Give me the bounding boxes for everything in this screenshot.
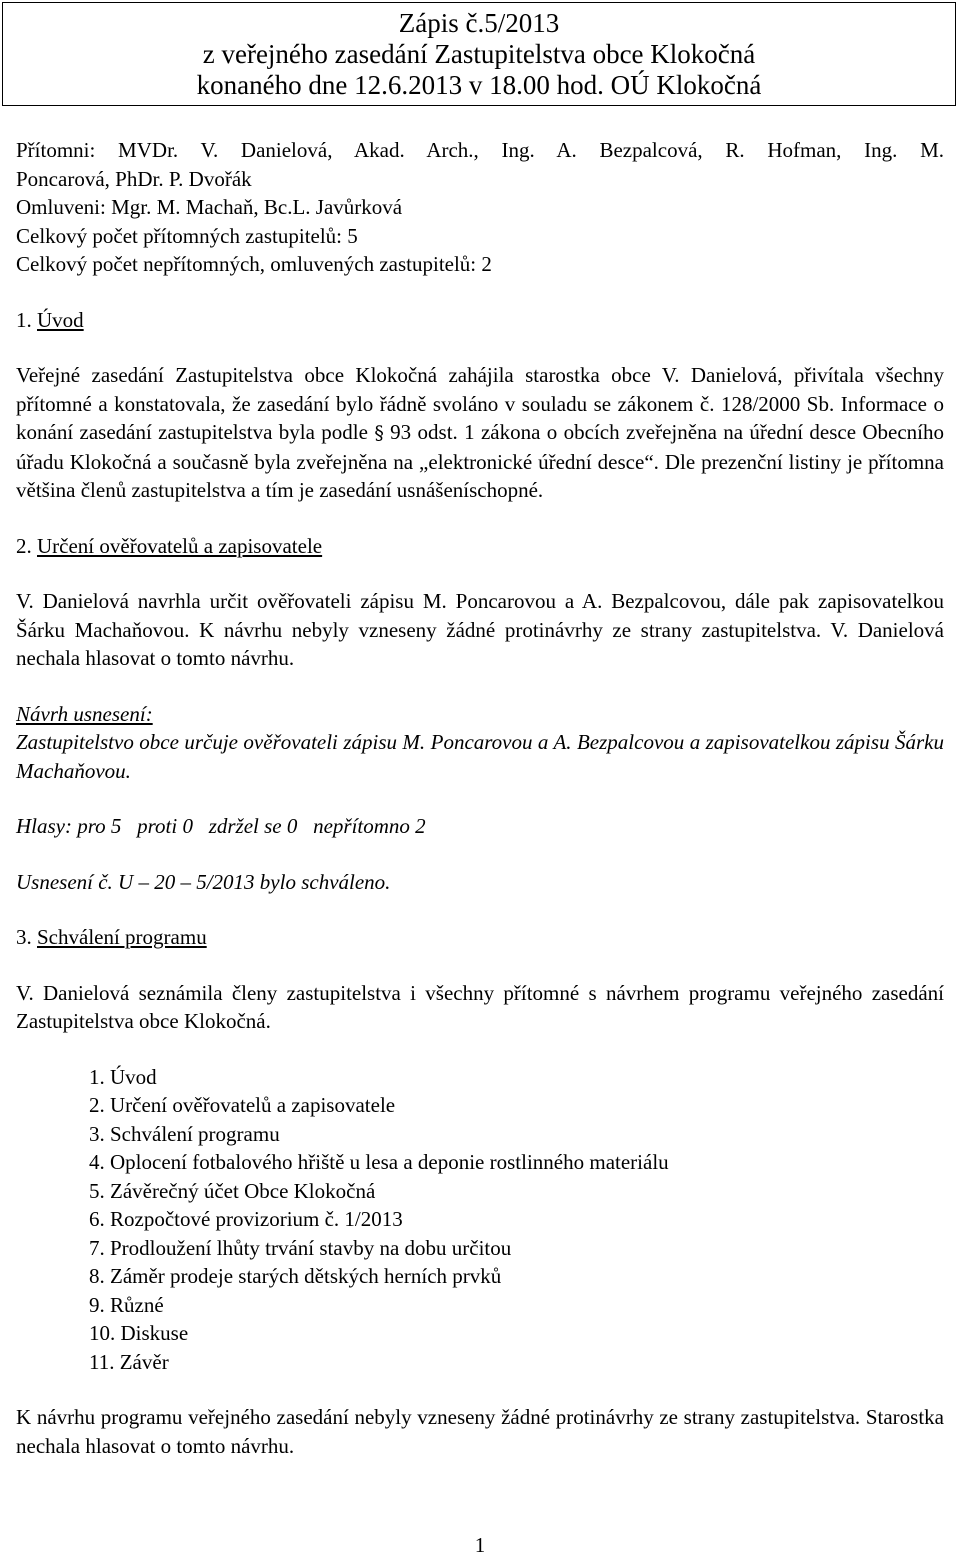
total-absent: Celkový počet nepřítomných, omluvených zastupitelů: 2 xyxy=(16,252,492,276)
section-1-title: Úvod xyxy=(37,307,84,332)
document-subtitle: z veřejného zasedání Zastupitelstva obce Klokočná xyxy=(202,39,756,69)
agenda-list xyxy=(16,1063,944,1377)
agenda-item: 11. Závěr xyxy=(89,1349,169,1374)
section-3-text: V. Danielová seznámila členy zastupitelstva i všechny přítomné s návrhem programu veřejného zasedání Zastupitelstva obce Klokočná. xyxy=(16,980,944,1033)
section-1-text-part2: 93 odst. 1 zákona o obcích zveřejněna na úřední desce Obecního úřadu Klokočná a současně byla zveřejněna na „elektronické úřední desce“. Dle prezenční listiny je přítomna většina členů zastupitelstva a tím je zasedání usnášeníschopné. xyxy=(16,420,945,502)
agenda-item: 3. Schválení programu xyxy=(89,1121,280,1146)
proposal-text: Zastupitelstvo obce určuje ověřovateli zápisu M. Poncarovou a A. Bezpalcovou a zapisovatelkou zápisu Šárku Machaňovou. xyxy=(16,730,944,783)
document-body xyxy=(16,136,944,1460)
section-1-text xyxy=(16,361,944,505)
section-2-title: Určení ověřovatelů a zapisovatele xyxy=(37,533,323,558)
section-3-title: Schválení programu xyxy=(37,925,207,949)
section-2-heading xyxy=(16,532,944,561)
agenda-item: 8. Záměr prodeje starých dětských herních prvků xyxy=(89,1264,502,1288)
section-1-number: 1. xyxy=(16,307,32,332)
proposal-label: Návrh usnesení: xyxy=(16,701,153,726)
page-number: 1 xyxy=(474,1533,486,1557)
document-title: Zápis č.5/2013 xyxy=(398,8,560,38)
present-line-1: Přítomni: MVDr. V. Danielová, Akad. Arch., Ing. A. Bezpalcová, R. Hofman, Ing. M. xyxy=(16,138,944,162)
agenda-item: 6. Rozpočtové provizorium č. 1/2013 xyxy=(89,1207,403,1231)
agenda-item: 4. Oplocení fotbalového hřiště u lesa a deponie rostlinného materiálu xyxy=(89,1150,669,1174)
agenda-item: 7. Prodloužení lhůty trvání stavby na dobu určitou xyxy=(89,1235,512,1260)
agenda-item: 2. Určení ověřovatelů a zapisovatele xyxy=(89,1093,396,1117)
present-line-2: Poncarová, PhDr. P. Dvořák xyxy=(16,166,252,191)
section-symbol: § xyxy=(374,422,384,444)
agenda-item: 5. Závěrečný účet Obce Klokočná xyxy=(89,1178,376,1203)
meeting-date-line: konaného dne 12.6.2013 v 18.00 hod. OÚ Klokočná xyxy=(196,70,762,100)
section-3-closing: K návrhu programu veřejného zasedání nebyly vzneseny žádné protinávrhy ze strany zastupitelstva. Starostka nechala hlasovat o tomto návrhu. xyxy=(16,1405,944,1458)
resolution-line: Usnesení č. U – 20 – 5/2013 bylo schváleno. xyxy=(16,869,391,894)
agenda-item: 10. Diskuse xyxy=(89,1321,189,1345)
section-3-number: 3. xyxy=(16,925,32,949)
section-1-heading xyxy=(16,306,944,335)
agenda-item: 1. Úvod xyxy=(89,1064,157,1089)
section-2-text: V. Danielová navrhla určit ověřovateli zápisu M. Poncarovou a A. Bezpalcovou, dále pak zapisovatelkou Šárku Machaňovou. K návrhu nebyly vzneseny žádné protinávrhy ze strany zastupitelstva. V. Danielová nechala hlasovat o tomto návrhu. xyxy=(16,589,944,670)
agenda-item: 9. Různé xyxy=(89,1292,164,1317)
total-present: Celkový počet přítomných zastupitelů: 5 xyxy=(16,223,358,248)
excused-line: Omluveni: Mgr. M. Machaň, Bc.L. Javůrková xyxy=(16,195,403,219)
votes-line: Hlasy: pro 5 proti 0 zdržel se 0 nepřítomno 2 xyxy=(16,814,426,838)
title-box xyxy=(2,2,956,106)
section-2-number: 2. xyxy=(16,533,32,558)
section-1-text-part1: Veřejné zasedání Zastupitelstva obce Klokočná zahájila starostka obce V. Danielová, přivítala všechny přítomné a konstatovala, že zasedání bylo řádně svoláno v souladu se zákonem č. 128/2000 Sb. Informace o konání zasedání zastupitelstva byla podle xyxy=(16,363,944,444)
section-3-heading xyxy=(16,923,944,952)
